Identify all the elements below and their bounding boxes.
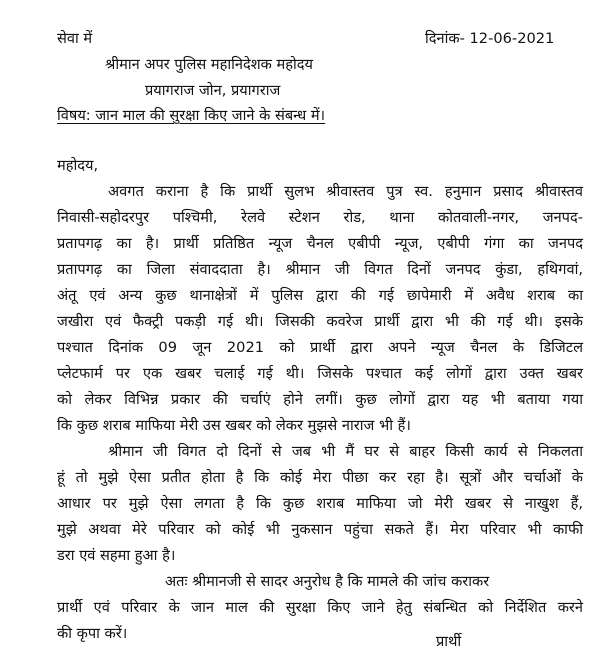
body-line: श्रीमान जी विगत दो दिनों से जब भी मैं घर से बाहर किसी कार्य से निकलता: [108, 443, 583, 460]
body-line: प्रतापगढ़ का है। प्रार्थी प्रतिष्ठित न्यूज चैनल एबीपी न्यूज, एबीपी गंगा का जनपद: [57, 235, 583, 252]
salutation: महोदय,: [57, 157, 99, 174]
body-line: प्रार्थी एवं परिवार के जान माल की सुरक्षा किए जाने हेतु संबन्धित को निर्देशित करने: [57, 599, 583, 616]
body-line: आधार पर मुझे ऐसा लगता है कि कुछ शराब माफिया जो मेरी खबर से नाखुश हैं,: [57, 495, 583, 512]
to-label: सेवा में: [57, 30, 93, 47]
signature-label: प्रार्थी: [436, 633, 462, 650]
body-line: जखीरा एवं फैक्ट्री पकड़ी गई थी। जिसकी कवरेज प्रार्थी द्वारा भी की गई थी। इसके: [57, 313, 583, 330]
body-line: मुझे अथवा मेरे परिवार को कोई भी नुकसान पहुंचा सकते हैं। मेरा परिवार भी काफी: [57, 521, 583, 538]
body-line: कि कुछ शराब माफिया मेरी उस खबर को लेकर मुझसे नाराज भी हैं।: [57, 417, 411, 434]
body-line: हूं तो मुझे ऐसा प्रतीत होता है कि कोई मेरा पीछा कर रहा है। सूत्रों और चर्चाओं के: [57, 469, 583, 486]
body-line: अतः श्रीमानजी से सादर अनुरोध है कि मामले की जांच कराकर: [165, 573, 490, 590]
body-line: की कृपा करें।: [57, 625, 128, 642]
addressee-location: प्रयागराज जोन, प्रयागराज: [145, 82, 281, 99]
body-line: अवगत कराना है कि प्रार्थी सुलभ श्रीवास्तव पुत्र स्व. हनुमान प्रसाद श्रीवास्तव: [108, 183, 583, 200]
body-line: अंतू एवं अन्य कुछ थानाक्षेत्रों में पुलिस द्वारा की गई छापेमारी में अवैध शराब का: [57, 287, 583, 304]
body-line: निवासी-सहोदरपुर पश्चिमी, रेलवे स्टेशन रोड, थाना कोतवाली-नगर, जनपद-: [57, 209, 583, 226]
addressee: श्रीमान अपर पुलिस महानिदेशक महोदय: [105, 56, 313, 73]
letter-date: दिनांक- 12-06-2021: [425, 30, 555, 47]
body-line: प्लेटफार्म पर एक खबर चलाई गई थी। जिसके पश्चात कई लोगों द्वारा उक्त खबर: [57, 365, 583, 382]
body-line: को लेकर विभिन्न प्रकार की चर्चाएं होने लगीं। कुछ लोगों द्वारा यह भी बताया गया: [57, 391, 583, 408]
body-line: पश्चात दिनांक 09 जून 2021 को प्रार्थी द्वारा अपने न्यूज चैनल के डिजिटल: [57, 339, 583, 356]
body-line: डरा एवं सहमा हुआ है।: [57, 547, 176, 564]
body-line: प्रतापगढ़ का जिला संवाददाता है। श्रीमान जी विगत दिनों जनपद कुंडा, हथिगवां,: [57, 261, 583, 278]
subject-line: विषय: जान माल की सुरक्षा किए जाने के संबन्ध में।: [57, 107, 326, 124]
